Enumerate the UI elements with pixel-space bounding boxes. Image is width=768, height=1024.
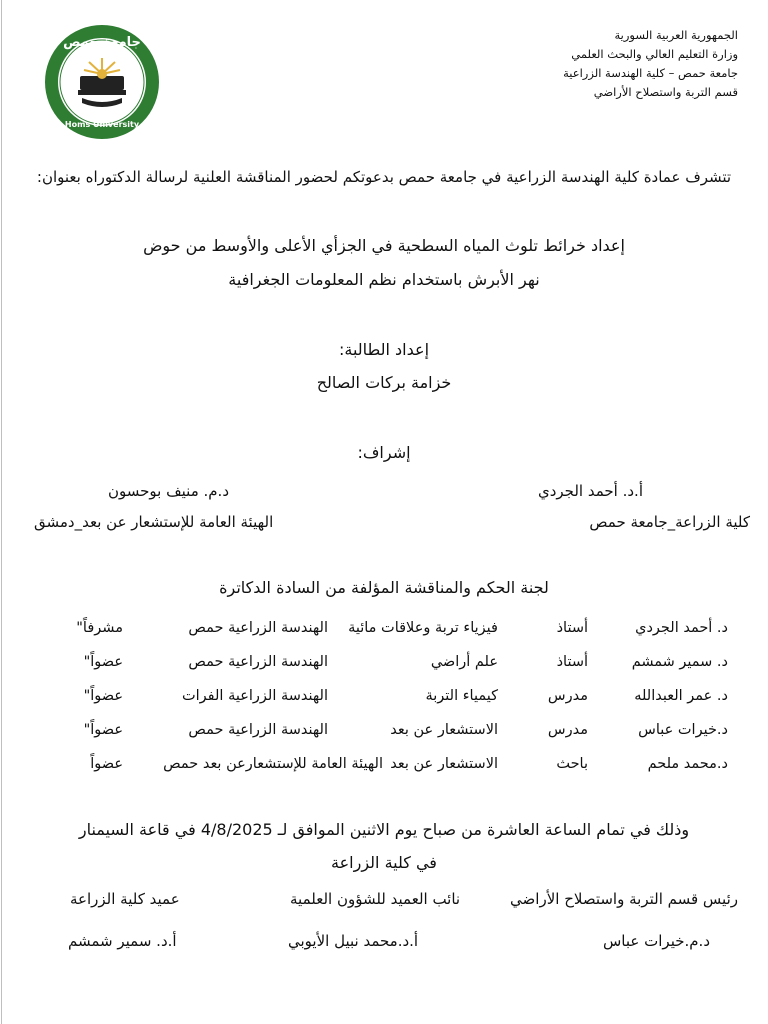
student-name: خزامة بركات الصالح: [316, 373, 452, 392]
schedule-line2: في كلية الزراعة: [331, 853, 437, 872]
member-name: د. سمير شمشم: [631, 654, 728, 670]
member-institution: الهندسة الزراعية حمص: [188, 654, 328, 670]
member-role: عضواً": [83, 688, 123, 704]
invitation-text: تتشرف عمادة كلية الهندسة الزراعية في جامعة حمص بدعوتكم لحضور المناقشة العلنية لرسالة الدكتوراه بعنوان:: [36, 168, 732, 186]
member-specialty: علم أراضي: [430, 654, 498, 670]
university-logo: [44, 24, 160, 140]
committee-row: [28, 722, 728, 744]
member-name: د. عمر العبدالله: [634, 688, 728, 704]
signature-3-title: عميد كلية الزراعة: [70, 890, 180, 908]
header-line-country: الجمهورية العربية السورية: [614, 28, 738, 42]
member-role: عضواً": [83, 722, 123, 738]
thesis-title-line1: إعداد خرائط تلوث المياه السطحية في الجزأي الأعلى والأوسط من حوض: [143, 236, 625, 255]
member-institution: الهيئة العامة للإستشعارعن بعد حمص: [163, 756, 383, 772]
member-specialty: فيزياء تربة وعلاقات مائية: [348, 620, 498, 636]
member-rank: باحث: [556, 756, 588, 772]
committee-row: [28, 654, 728, 676]
member-specialty: الاستشعار عن بعد: [390, 722, 498, 738]
supervision-label: إشراف:: [357, 443, 411, 462]
signature-1-title: رئيس قسم التربة واستصلاح الأراضي: [510, 890, 738, 908]
member-specialty: كيمياء التربة: [425, 688, 498, 704]
svg-text:جامعة حمص: جامعة حمص: [63, 35, 141, 50]
member-institution: الهندسة الزراعية الفرات: [182, 688, 328, 704]
header-line-ministry: وزارة التعليم العالي والبحث العلمي: [571, 47, 738, 61]
member-role: عضواً": [83, 654, 123, 670]
member-name: د.خيرات عباس: [638, 722, 728, 738]
committee-row: [28, 620, 728, 642]
signature-2-name: أ.د.محمد نبيل الأيوبي: [288, 932, 419, 950]
supervisor-2-name: د.م. منيف بوحسون: [108, 482, 229, 500]
member-role: مشرفاً": [76, 620, 123, 636]
member-rank: أستاذ: [556, 620, 588, 636]
supervisor-2-affiliation: الهيئة العامة للإستشعار عن بعد_دمشق: [34, 513, 274, 531]
committee-title: لجنة الحكم والمناقشة المؤلفة من السادة الدكاترة: [219, 578, 549, 597]
member-rank: مدرس: [547, 688, 588, 704]
signature-2-title: نائب العميد للشؤون العلمية: [290, 890, 461, 908]
svg-text:Homs University: Homs University: [64, 120, 140, 129]
thesis-title-line2: نهر الأبرش باستخدام نظم المعلومات الجغرافية: [228, 270, 540, 289]
committee-row: [28, 688, 728, 710]
supervisor-1-affiliation: كلية الزراعة_جامعة حمص: [589, 513, 750, 531]
committee-row: [28, 756, 728, 778]
schedule-line1: وذلك في تمام الساعة العاشرة من صباح يوم الاثنين الموافق لـ 4/8/2025 في قاعة السيمنار: [78, 820, 690, 839]
signature-3-name: أ.د. سمير شمشم: [68, 932, 177, 950]
student-label: إعداد الطالبة:: [338, 340, 430, 359]
header-line-department: قسم التربة واستصلاح الأراضي: [593, 85, 738, 99]
header-block: [563, 26, 738, 102]
header-line-faculty: جامعة حمص – كلية الهندسة الزراعية: [563, 66, 738, 80]
member-institution: الهندسة الزراعية حمص: [188, 620, 328, 636]
member-name: د. أحمد الجردي: [635, 620, 728, 636]
member-specialty: الاستشعار عن بعد: [390, 756, 498, 772]
member-role: عضواً: [90, 756, 123, 772]
member-rank: أستاذ: [556, 654, 588, 670]
member-rank: مدرس: [547, 722, 588, 738]
member-name: د.محمد ملحم: [647, 756, 728, 772]
member-institution: الهندسة الزراعية حمص: [188, 722, 328, 738]
supervisor-1-name: أ.د. أحمد الجردي: [537, 482, 643, 500]
signature-1-name: د.م.خيرات عباس: [603, 932, 710, 950]
